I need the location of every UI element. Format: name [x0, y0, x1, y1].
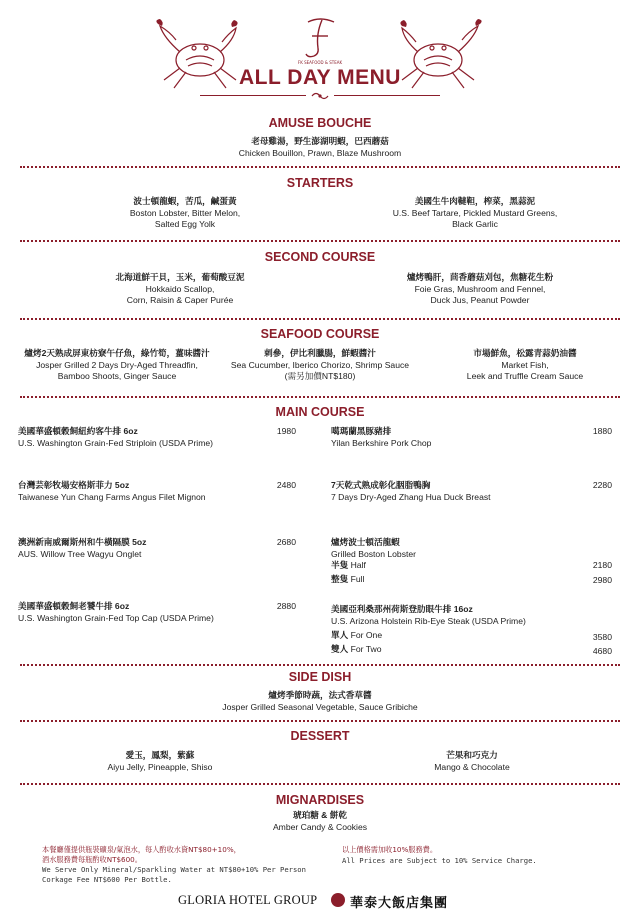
section-title-mignardises: MIGNARDISES [275, 793, 365, 807]
dish-name-zh: 美國亞利桑那州荷斯登肋眼牛排 16oz [331, 604, 473, 614]
section-title-seafood-course: SEAFOOD COURSE [260, 327, 380, 341]
dish-name-zh: 北海道鮮干貝，玉米，葡萄酸豆泥 [115, 272, 245, 282]
footer-group-name: GLORIA HOTEL GROUP [178, 893, 318, 907]
dish-price: 4680 [592, 646, 612, 656]
dish-name-en: Bamboo Shoots, Ginger Sauce [57, 371, 177, 381]
svg-text:FK SEAFOOD & STEAK: FK SEAFOOD & STEAK [297, 60, 343, 65]
dish-name-en: U.S. Arizona Holstein Rib-Eye Steak (USDA Prime) [331, 615, 526, 626]
menu-item-side-dish [0, 690, 640, 713]
menu-item-main-left-4 [18, 601, 214, 624]
menu-item-main-left-1 [18, 426, 213, 449]
page-title: ALL DAY MENU [239, 66, 401, 89]
menu-item-seafood-2 [222, 348, 418, 383]
portion-zh: 整隻 [331, 573, 349, 584]
note-en: All Prices are Subject to 10% Service Charge. [342, 856, 537, 865]
menu-item-main-right-1 [331, 426, 431, 449]
dish-name-zh: 7天乾式熟成彰化胭脂鴨胸 [331, 480, 431, 490]
dish-name-en: Josper Grilled 2 Days Dry-Aged Threadfin, [36, 359, 198, 370]
dish-name-en: Market Fish, [501, 359, 549, 370]
dish-name-en: Duck Jus, Peanut Powder [430, 295, 530, 305]
dish-name-en: Josper Grilled Seasonal Vegetable, Sauce Gribiche [222, 701, 418, 712]
section-divider [20, 318, 620, 320]
section-title-amuse-bouche: AMUSE BOUCHE [268, 116, 372, 130]
dish-name-en: Black Garlic [452, 219, 498, 229]
dish-price: 2280 [592, 480, 612, 490]
portion-option [331, 630, 526, 642]
menu-item-dessert-2 [352, 750, 592, 773]
dish-name-en: Hokkaido Scallop, [145, 283, 215, 294]
menu-item-mignardises [0, 810, 640, 833]
menu-item-dessert-1 [40, 750, 280, 773]
section-title-main-course: MAIN COURSE [275, 405, 365, 419]
dish-name-en: 7 Days Dry-Aged Zhang Hua Duck Breast [331, 491, 491, 502]
menu-item-starter-1 [70, 196, 300, 231]
dish-name-en: U.S. Washington Grain-Fed Striploin (USDA Prime) [18, 437, 214, 448]
section-divider [20, 166, 620, 168]
menu-item-amuse-bouche [0, 136, 640, 159]
dish-name-en: Taiwanese Yun Chang Farms Angus Filet Mignon [18, 491, 206, 502]
portion-option [331, 644, 526, 656]
section-title-side-dish: SIDE DISH [288, 670, 352, 684]
dish-name-zh: 爐烤季節時蔬，法式香草醬 [268, 690, 372, 700]
dish-name-zh: 芒果和巧克力 [446, 750, 498, 760]
portion-en: For Two [350, 643, 382, 654]
dish-name-en: Aiyu Jelly, Pineapple, Shiso [107, 761, 213, 772]
footer-group-name-zh: 華泰大飯店集團 [350, 896, 449, 911]
dish-name-en: Leek and Truffle Cream Sauce [466, 371, 584, 381]
dish-price: 2180 [592, 560, 612, 570]
section-title-dessert: DESSERT [290, 729, 350, 743]
portion-option [331, 560, 416, 572]
dish-name-zh: 老母雞湯，野生澎湖明蝦，巴西蘑菇 [251, 136, 389, 146]
dish-price: 2980 [592, 575, 612, 585]
surcharge-note: (需另加價NT$180) [284, 371, 356, 381]
dish-price: 1880 [592, 426, 612, 436]
dish-name-en: U.S. Beef Tartare, Pickled Mustard Greens, [392, 207, 558, 218]
dish-price: 2480 [276, 480, 296, 490]
dish-name-zh: 市場鮮魚，松露青蒜奶油醬 [473, 348, 577, 358]
dish-name-zh: 爐烤鴨肝，茴香蘑菇刈包，焦糖花生粉 [406, 272, 554, 282]
section-divider [20, 396, 620, 398]
dish-name-en: Chicken Bouillon, Prawn, Blaze Mushroom [238, 147, 402, 158]
dish-name-en: Grilled Boston Lobster [331, 548, 417, 559]
dish-price: 1980 [276, 426, 296, 436]
portion-en: For One [350, 630, 383, 640]
gloria-f-monogram-icon [292, 14, 348, 66]
dish-name-zh: 爐烤2天熟成屏東枋寮午仔魚，綠竹筍，薑味醬汁 [24, 348, 210, 358]
dish-name-en: AUS. Willow Tree Wagyu Onglet [18, 548, 142, 559]
note-zh: 以上價格需加收10%服務費。 [342, 845, 438, 854]
ornament-icon [306, 90, 334, 102]
menu-item-second-1 [60, 272, 300, 307]
dish-price: 2680 [276, 537, 296, 547]
dish-price: 2880 [276, 601, 296, 611]
dish-name-en: Salted Egg Yolk [154, 219, 216, 229]
portion-en: Full [350, 573, 365, 584]
dish-name-zh: 爐烤波士頓活龍蝦 [331, 537, 400, 547]
dish-name-zh: 美國生牛肉韃靼，榨菜，黑蒜泥 [414, 196, 536, 206]
section-title-second-course: SECOND COURSE [264, 250, 376, 264]
dish-name-en: Mango & Chocolate [434, 761, 510, 772]
dish-name-en: Yilan Berkshire Pork Chop [331, 437, 432, 448]
portion-zh: 半隻 [331, 560, 349, 570]
section-title-starters: STARTERS [286, 176, 354, 190]
portion-en: Half [350, 560, 366, 570]
water-policy-note [42, 845, 306, 885]
dish-name-zh: 澳洲新南威爾斯州和牛橫隔膜 5oz [18, 537, 147, 547]
menu-item-main-right-2 [331, 480, 491, 503]
menu-item-main-right-4 [331, 604, 526, 655]
dish-name-en: Foie Gras, Mushroom and Fennel, [414, 283, 546, 294]
dish-name-en: Amber Candy & Cookies [272, 821, 368, 832]
menu-item-starter-2 [360, 196, 590, 231]
dish-name-zh: 台灣芸彰牧場安格斯菲力 5oz [18, 480, 130, 490]
menu-item-seafood-3 [420, 348, 630, 383]
dish-name-zh: 噶瑪蘭黑豚豬排 [331, 426, 392, 436]
dish-name-zh: 刺參，伊比利臘腸，鮮蝦醬汁 [264, 348, 376, 358]
dish-price: 3580 [592, 632, 612, 642]
portion-zh: 雙人 [331, 643, 349, 654]
portion-option [331, 574, 416, 586]
dish-name-en: Boston Lobster, Bitter Melon, [129, 207, 241, 218]
menu-item-seafood-1 [6, 348, 228, 383]
dish-name-zh: 美國華盛頓穀飼老饕牛排 6oz [18, 601, 130, 611]
dish-name-en: Corn, Raisin & Caper Purée [126, 295, 234, 305]
dish-name-zh: 美國華盛頓穀飼紐約客牛排 6oz [18, 426, 138, 436]
dish-name-zh: 波士頓龍蝦，苦瓜，鹹蛋黃 [133, 196, 237, 206]
dish-name-en: Sea Cucumber, Iberico Chorizo, Shrimp Sauce [230, 359, 410, 370]
dish-name-zh: 愛玉，鳳梨，紫蘇 [125, 750, 195, 760]
portion-zh: 單人 [331, 630, 349, 640]
note-zh: 酒水服務費每瓶酌收NT$600。 [42, 855, 142, 864]
menu-item-main-left-2 [18, 480, 206, 503]
menu-item-main-left-3 [18, 537, 146, 560]
section-divider [20, 783, 620, 785]
dish-name-en: U.S. Washington Grain-Fed Top Cap (USDA Prime) [18, 612, 214, 623]
section-divider [20, 240, 620, 242]
note-en: Corkage Fee NT$600 Per Bottle. [42, 875, 172, 884]
section-divider [20, 664, 620, 666]
note-en: We Serve Only Mineral/Sparkling Water at NT$80+10% Per Person [42, 865, 306, 874]
note-zh: 本餐廳僅提供瓶裝礦泉/氣泡水，每人酌收水資NT$80+10%， [42, 845, 241, 854]
section-divider [20, 720, 620, 722]
dish-name-zh: 琥珀糖 & 餅乾 [293, 810, 347, 820]
menu-item-second-2 [360, 272, 600, 307]
menu-item-main-right-3 [331, 537, 416, 585]
gloria-badge-icon [331, 893, 345, 907]
service-charge-note [342, 845, 537, 866]
